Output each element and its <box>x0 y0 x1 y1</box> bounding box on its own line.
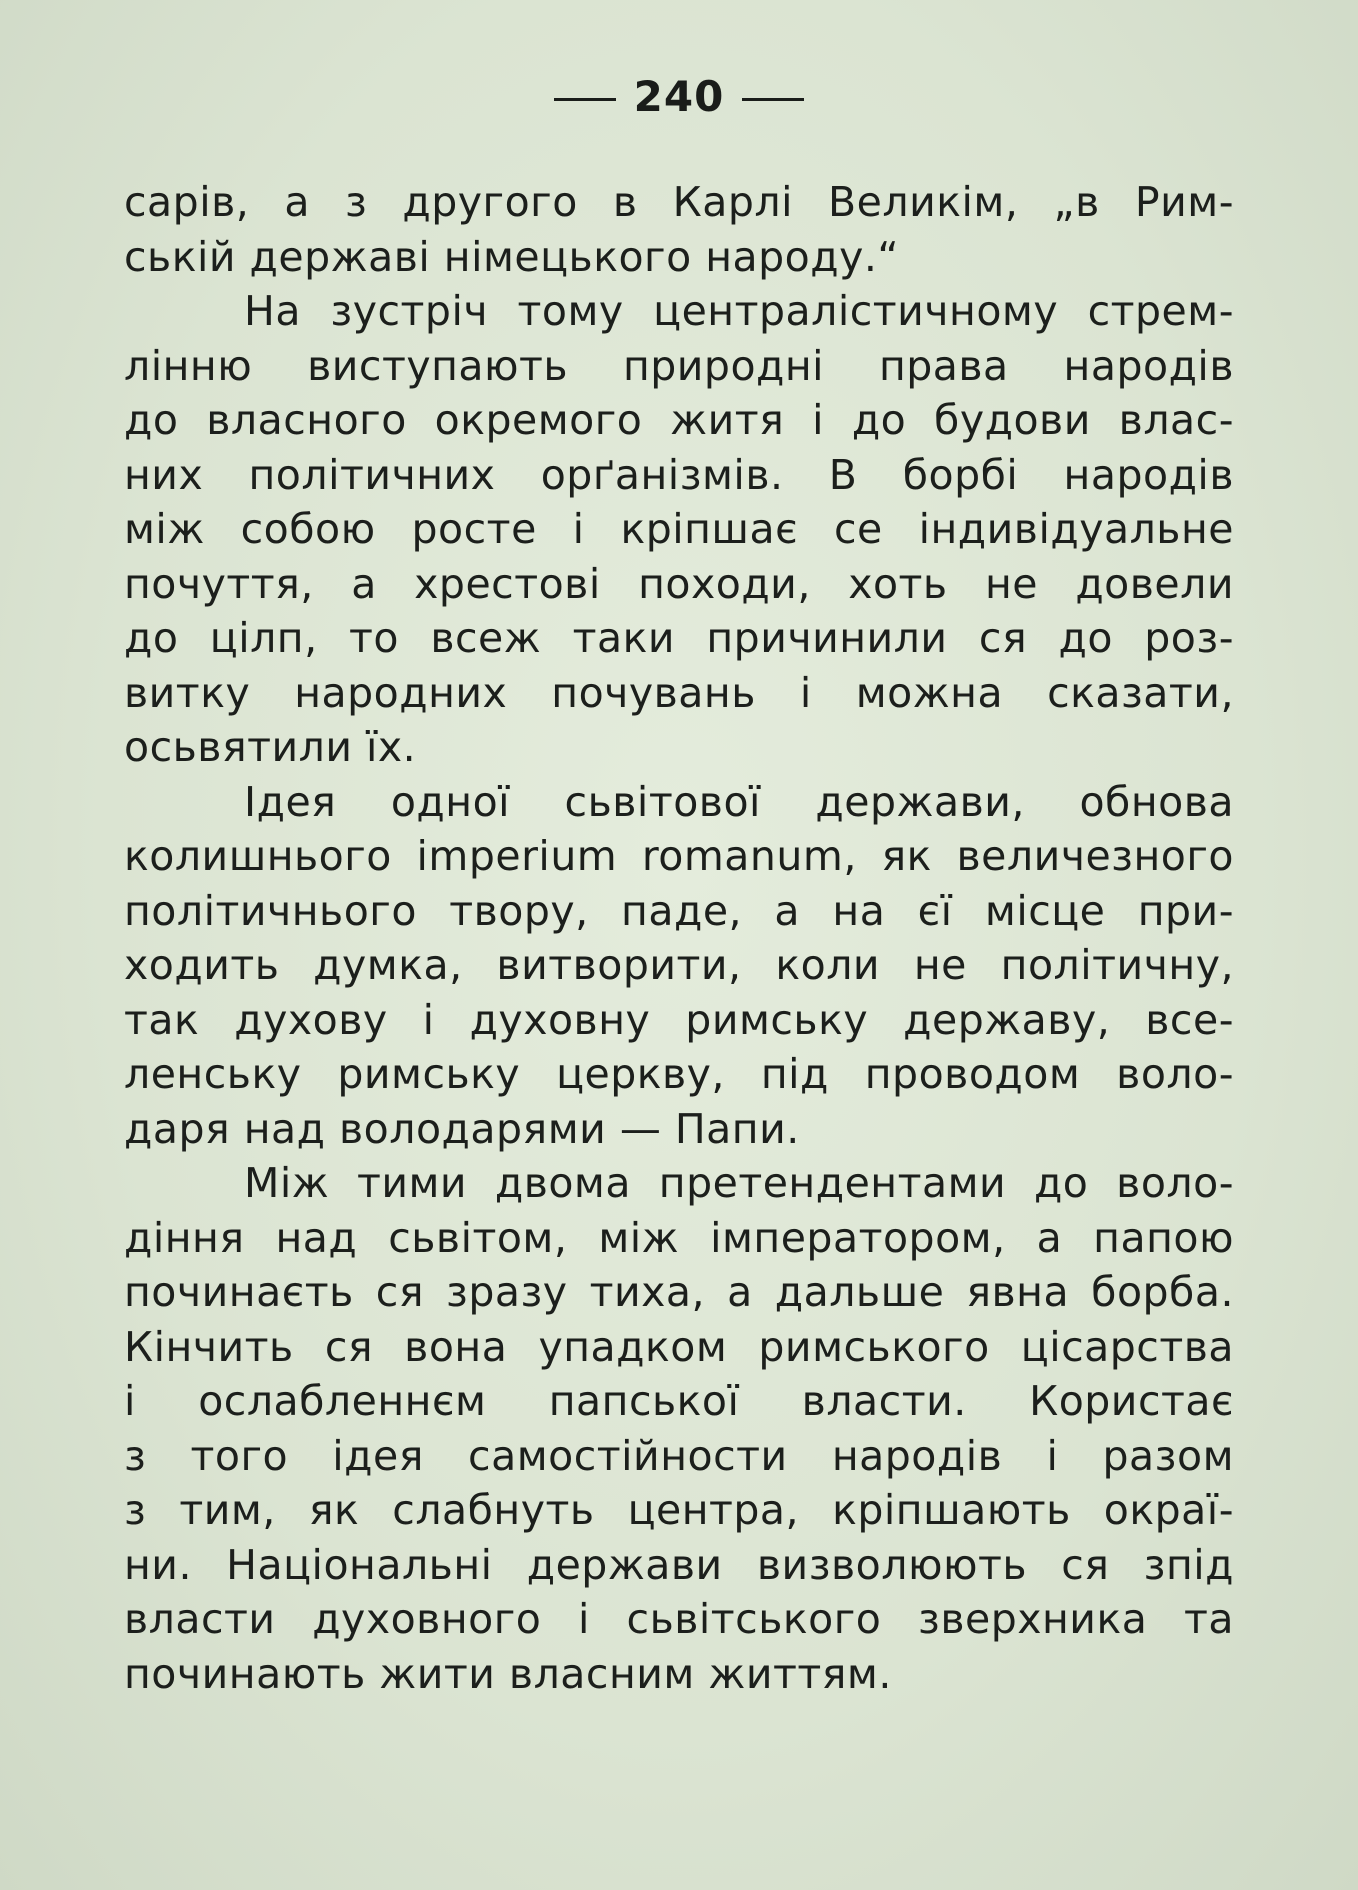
text-line: ходить думка, витворити, коли не політичну, <box>124 941 1234 989</box>
text-line: до власного окремого житя і до будови влас- <box>124 396 1234 444</box>
text-line: осьвятили їх. <box>124 723 417 771</box>
body-text <box>124 175 1234 1701</box>
text-line: На зустріч тому централістичному стрем- <box>244 287 1234 335</box>
right-dash <box>742 98 804 101</box>
page-number: 240 <box>633 72 725 121</box>
text-line: до цілп, то всеж таки причинили ся до роз- <box>124 614 1234 662</box>
text-line: Між тими двома претендентами до воло- <box>244 1159 1234 1207</box>
text-line: з того ідея самостійности народів і разом <box>124 1431 1234 1480</box>
left-dash <box>554 98 616 101</box>
text-line: з тим, як слабнуть центра, кріпшають окраї- <box>124 1486 1234 1534</box>
text-line: колишнього imperium romanum, як величезного <box>124 832 1234 880</box>
text-line: даря над володарями — Папи. <box>124 1104 800 1153</box>
text-line: витку народних почувань і можна сказати, <box>124 668 1234 717</box>
text-line: власти духовного і сьвітського зверхника та <box>124 1595 1234 1643</box>
text-line: ленську римську церкву, під проводом воло- <box>124 1050 1234 1098</box>
page-number-header <box>0 72 1358 121</box>
text-line: них політичних орґанізмів. В борбі народів <box>124 450 1234 499</box>
text-line: між собою росте і кріпшає се індивідуальне <box>124 505 1234 553</box>
text-line: починають жити власним життям. <box>124 1649 892 1698</box>
text-line: лінню виступають природні права народів <box>124 341 1234 390</box>
text-line: ни. Національні держави визволюють ся зпід <box>124 1540 1234 1589</box>
text-line: Ідея одної сьвітової держави, обнова <box>244 777 1234 826</box>
text-line: діння над сьвітом, між імператором, а папою <box>124 1213 1234 1262</box>
text-line: так духову і духовну римську державу, все- <box>124 995 1234 1044</box>
text-line: Кінчить ся вона упадком римського цісарства <box>124 1322 1234 1371</box>
text-line: сарів, а з другого в Карлі Великім, „в Рим- <box>124 178 1234 226</box>
text-line: почуття, а хрестові походи, хоть не довели <box>124 559 1234 608</box>
text-line: політичнього твору, паде, а на єї місце при- <box>124 886 1234 935</box>
text-line: ській державі німецького народу.“ <box>124 232 900 281</box>
text-line: і ослабленнєм папської власти. Користає <box>124 1377 1234 1425</box>
text-line: починаєть ся зразу тиха, а дальше явна борба. <box>124 1268 1234 1316</box>
